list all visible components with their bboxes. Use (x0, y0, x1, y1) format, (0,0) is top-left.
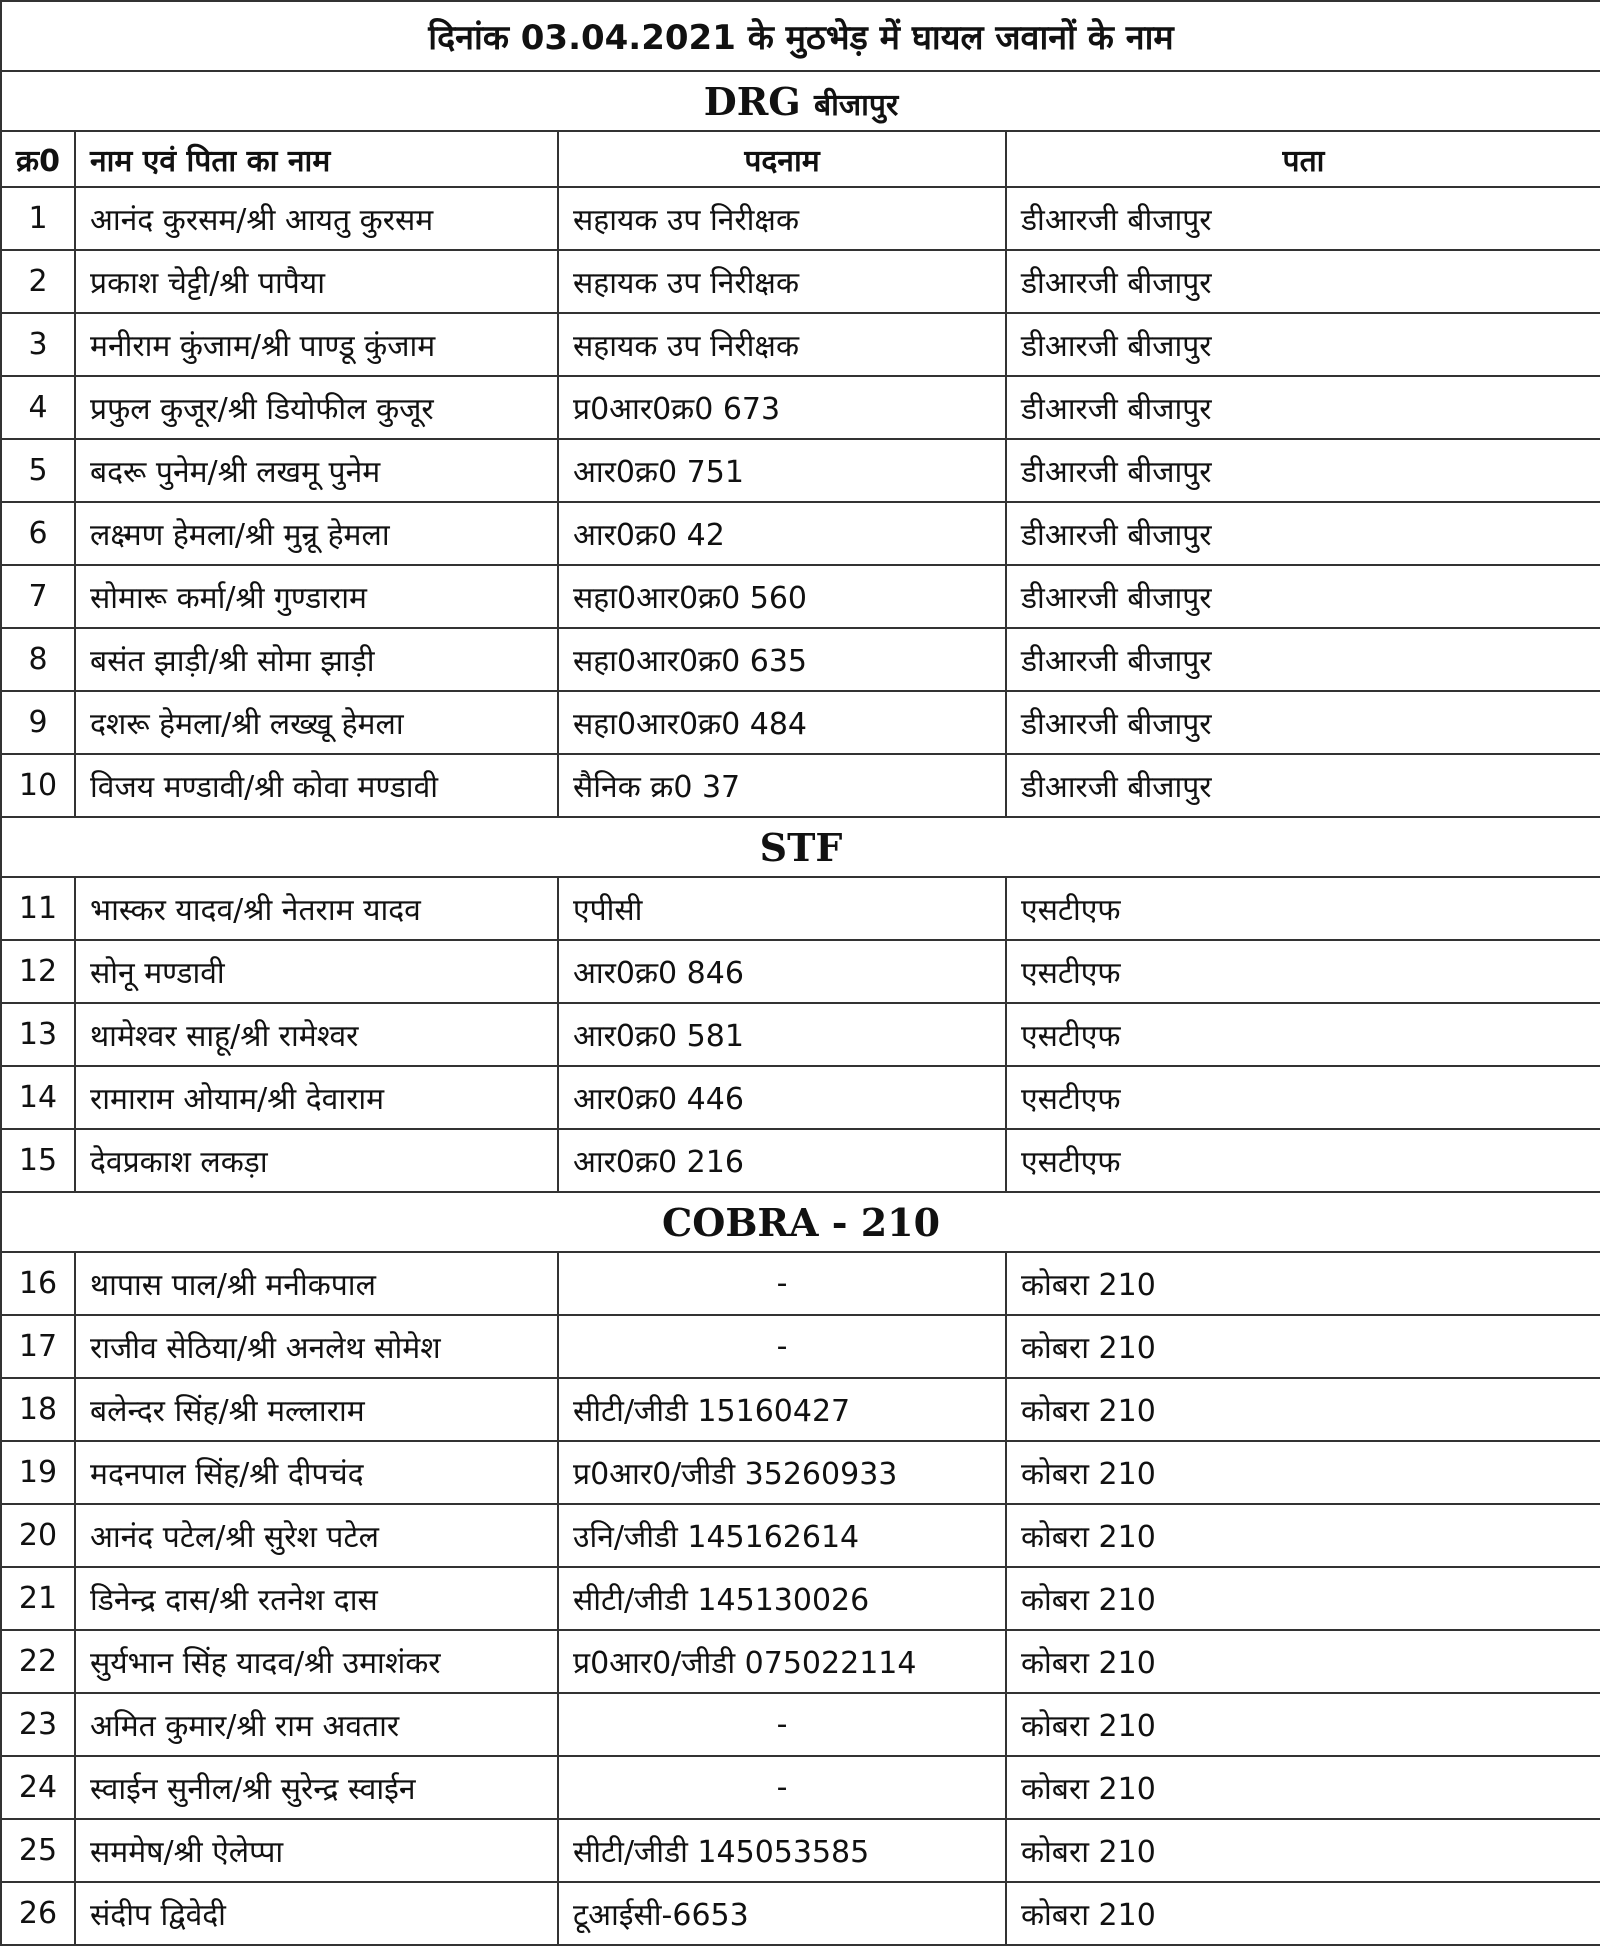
section-heading (1, 71, 1600, 131)
cell-serial: 22 (1, 1630, 75, 1693)
table-row (1, 313, 1600, 376)
title-row (1, 1, 1600, 71)
cell-name: रामाराम ओयाम/श्री देवाराम (75, 1066, 558, 1129)
cell-name: बसंत झाड़ी/श्री सोमा झाड़ी (75, 628, 558, 691)
cell-serial: 20 (1, 1504, 75, 1567)
cell-serial: 9 (1, 691, 75, 754)
column-header-row (1, 131, 1600, 187)
table-row (1, 1567, 1600, 1630)
cell-serial: 26 (1, 1882, 75, 1945)
cell-address: डीआरजी बीजापुर (1006, 502, 1600, 565)
table-row (1, 376, 1600, 439)
table-row (1, 1003, 1600, 1066)
cell-serial: 16 (1, 1252, 75, 1315)
cell-designation: आर0क्र0 846 (558, 940, 1006, 1003)
cell-designation: उनि/जीडी 145162614 (558, 1504, 1006, 1567)
header-designation: पदनाम (558, 131, 1006, 187)
table-row (1, 439, 1600, 502)
cell-serial: 2 (1, 250, 75, 313)
cell-designation: आर0क्र0 42 (558, 502, 1006, 565)
cell-name: मदनपाल सिंह/श्री दीपचंद (75, 1441, 558, 1504)
cell-designation: टूआईसी-6653 (558, 1882, 1006, 1945)
cell-designation: सहायक उप निरीक्षक (558, 187, 1006, 250)
cell-designation: आर0क्र0 446 (558, 1066, 1006, 1129)
cell-serial: 3 (1, 313, 75, 376)
cell-designation: सीटी/जीडी 145130026 (558, 1567, 1006, 1630)
cell-address: डीआरजी बीजापुर (1006, 250, 1600, 313)
table-row (1, 691, 1600, 754)
cell-designation: एपीसी (558, 877, 1006, 940)
cell-address: एसटीएफ (1006, 1003, 1600, 1066)
cell-address: कोबरा 210 (1006, 1882, 1600, 1945)
table-row (1, 1504, 1600, 1567)
cell-designation: - (558, 1756, 1006, 1819)
cell-designation: सीटी/जीडी 145053585 (558, 1819, 1006, 1882)
cell-designation: सहा0आर0क्र0 635 (558, 628, 1006, 691)
header-name: नाम एवं पिता का नाम (75, 131, 558, 187)
cell-serial: 14 (1, 1066, 75, 1129)
cell-designation: प्र0आर0/जीडी 075022114 (558, 1630, 1006, 1693)
cell-serial: 12 (1, 940, 75, 1003)
section-heading-row (1, 1192, 1600, 1252)
table-row (1, 565, 1600, 628)
cell-address: कोबरा 210 (1006, 1693, 1600, 1756)
cell-serial: 10 (1, 754, 75, 817)
cell-designation: - (558, 1252, 1006, 1315)
section-heading (1, 817, 1600, 877)
cell-name: बदरू पुनेम/श्री लखमू पुनेम (75, 439, 558, 502)
table-row (1, 1129, 1600, 1192)
table-row (1, 628, 1600, 691)
table-row (1, 1315, 1600, 1378)
cell-address: कोबरा 210 (1006, 1567, 1600, 1630)
cell-name: दशरू हेमला/श्री लख्खू हेमला (75, 691, 558, 754)
cell-name: आनंद पटेल/श्री सुरेश पटेल (75, 1504, 558, 1567)
cell-serial: 18 (1, 1378, 75, 1441)
cell-serial: 19 (1, 1441, 75, 1504)
section-heading-main: STF (759, 824, 843, 870)
table-row (1, 1756, 1600, 1819)
cell-designation: सहा0आर0क्र0 484 (558, 691, 1006, 754)
cell-address: डीआरजी बीजापुर (1006, 313, 1600, 376)
cell-name: विजय मण्डावी/श्री कोवा मण्डावी (75, 754, 558, 817)
cell-address: एसटीएफ (1006, 1129, 1600, 1192)
cell-address: कोबरा 210 (1006, 1756, 1600, 1819)
table-row (1, 940, 1600, 1003)
cell-serial: 15 (1, 1129, 75, 1192)
table-row (1, 187, 1600, 250)
table-row (1, 754, 1600, 817)
cell-name: सोनू मण्डावी (75, 940, 558, 1003)
cell-address: डीआरजी बीजापुर (1006, 439, 1600, 502)
table-row (1, 1378, 1600, 1441)
cell-designation: सहायक उप निरीक्षक (558, 313, 1006, 376)
cell-designation: प्र0आर0क्र0 673 (558, 376, 1006, 439)
cell-name: प्रकाश चेट्टी/श्री पापैया (75, 250, 558, 313)
cell-name: सोमारू कर्मा/श्री गुण्डाराम (75, 565, 558, 628)
table-row (1, 1066, 1600, 1129)
cell-serial: 11 (1, 877, 75, 940)
header-address: पता (1006, 131, 1600, 187)
cell-name: सममेष/श्री ऐलेप्पा (75, 1819, 558, 1882)
cell-designation: सहायक उप निरीक्षक (558, 250, 1006, 313)
cell-address: कोबरा 210 (1006, 1252, 1600, 1315)
header-serial: क्र0 (1, 131, 75, 187)
cell-address: एसटीएफ (1006, 877, 1600, 940)
cell-name: थापास पाल/श्री मनीकपाल (75, 1252, 558, 1315)
cell-designation: सहा0आर0क्र0 560 (558, 565, 1006, 628)
cell-address: कोबरा 210 (1006, 1630, 1600, 1693)
cell-designation: - (558, 1315, 1006, 1378)
cell-serial: 13 (1, 1003, 75, 1066)
cell-address: एसटीएफ (1006, 940, 1600, 1003)
cell-name: सुर्यभान सिंह यादव/श्री उमाशंकर (75, 1630, 558, 1693)
cell-serial: 5 (1, 439, 75, 502)
cell-name: अमित कुमार/श्री राम अवतार (75, 1693, 558, 1756)
section-heading-sub: बीजापुर (814, 87, 899, 123)
cell-serial: 7 (1, 565, 75, 628)
cell-address: डीआरजी बीजापुर (1006, 628, 1600, 691)
cell-name: प्रफुल कुजूर/श्री डियोफील कुजूर (75, 376, 558, 439)
cell-designation: - (558, 1693, 1006, 1756)
cell-serial: 17 (1, 1315, 75, 1378)
cell-address: डीआरजी बीजापुर (1006, 754, 1600, 817)
section-heading-main: COBRA - 210 (661, 1199, 941, 1245)
table-row (1, 1441, 1600, 1504)
cell-serial: 1 (1, 187, 75, 250)
cell-name: संदीप द्विवेदी (75, 1882, 558, 1945)
table-row (1, 1252, 1600, 1315)
cell-name: राजीव सेठिया/श्री अनलेथ सोमेश (75, 1315, 558, 1378)
cell-address: डीआरजी बीजापुर (1006, 691, 1600, 754)
cell-designation: सैनिक क्र0 37 (558, 754, 1006, 817)
section-heading-row (1, 71, 1600, 131)
cell-serial: 21 (1, 1567, 75, 1630)
table-row (1, 1882, 1600, 1945)
cell-serial: 24 (1, 1756, 75, 1819)
cell-address: कोबरा 210 (1006, 1378, 1600, 1441)
cell-address: कोबरा 210 (1006, 1315, 1600, 1378)
cell-address: कोबरा 210 (1006, 1504, 1600, 1567)
section-heading-main: DRG (703, 78, 801, 124)
table-body (1, 1, 1600, 1945)
cell-name: डिनेन्द्र दास/श्री रतनेश दास (75, 1567, 558, 1630)
cell-address: एसटीएफ (1006, 1066, 1600, 1129)
cell-name: आनंद कुरसम/श्री आयतु कुरसम (75, 187, 558, 250)
cell-name: भास्कर यादव/श्री नेतराम यादव (75, 877, 558, 940)
table-row (1, 502, 1600, 565)
cell-name: लक्ष्मण हेमला/श्री मुन्रू हेमला (75, 502, 558, 565)
table-row (1, 1630, 1600, 1693)
cell-designation: आर0क्र0 751 (558, 439, 1006, 502)
cell-designation: आर0क्र0 581 (558, 1003, 1006, 1066)
cell-address: डीआरजी बीजापुर (1006, 565, 1600, 628)
cell-address: डीआरजी बीजापुर (1006, 187, 1600, 250)
cell-address: कोबरा 210 (1006, 1819, 1600, 1882)
cell-designation: आर0क्र0 216 (558, 1129, 1006, 1192)
cell-serial: 8 (1, 628, 75, 691)
cell-designation: सीटी/जीडी 15160427 (558, 1378, 1006, 1441)
table-row (1, 250, 1600, 313)
page-title: दिनांक 03.04.2021 के मुठभेड़ में घायल जवानों के नाम (1, 1, 1600, 71)
cell-serial: 23 (1, 1693, 75, 1756)
section-heading-row (1, 817, 1600, 877)
cell-address: डीआरजी बीजापुर (1006, 376, 1600, 439)
section-heading (1, 1192, 1600, 1252)
cell-name: थामेश्वर साहू/श्री रामेश्वर (75, 1003, 558, 1066)
cell-serial: 4 (1, 376, 75, 439)
cell-name: बलेन्दर सिंह/श्री मल्लाराम (75, 1378, 558, 1441)
table-row (1, 1819, 1600, 1882)
cell-serial: 6 (1, 502, 75, 565)
cell-name: मनीराम कुंजाम/श्री पाण्डू कुंजाम (75, 313, 558, 376)
table-row (1, 877, 1600, 940)
cell-address: कोबरा 210 (1006, 1441, 1600, 1504)
cell-serial: 25 (1, 1819, 75, 1882)
table-row (1, 1693, 1600, 1756)
cell-name: देवप्रकाश लकड़ा (75, 1129, 558, 1192)
cell-name: स्वाईन सुनील/श्री सुरेन्द्र स्वाईन (75, 1756, 558, 1819)
cell-designation: प्र0आर0/जीडी 35260933 (558, 1441, 1006, 1504)
